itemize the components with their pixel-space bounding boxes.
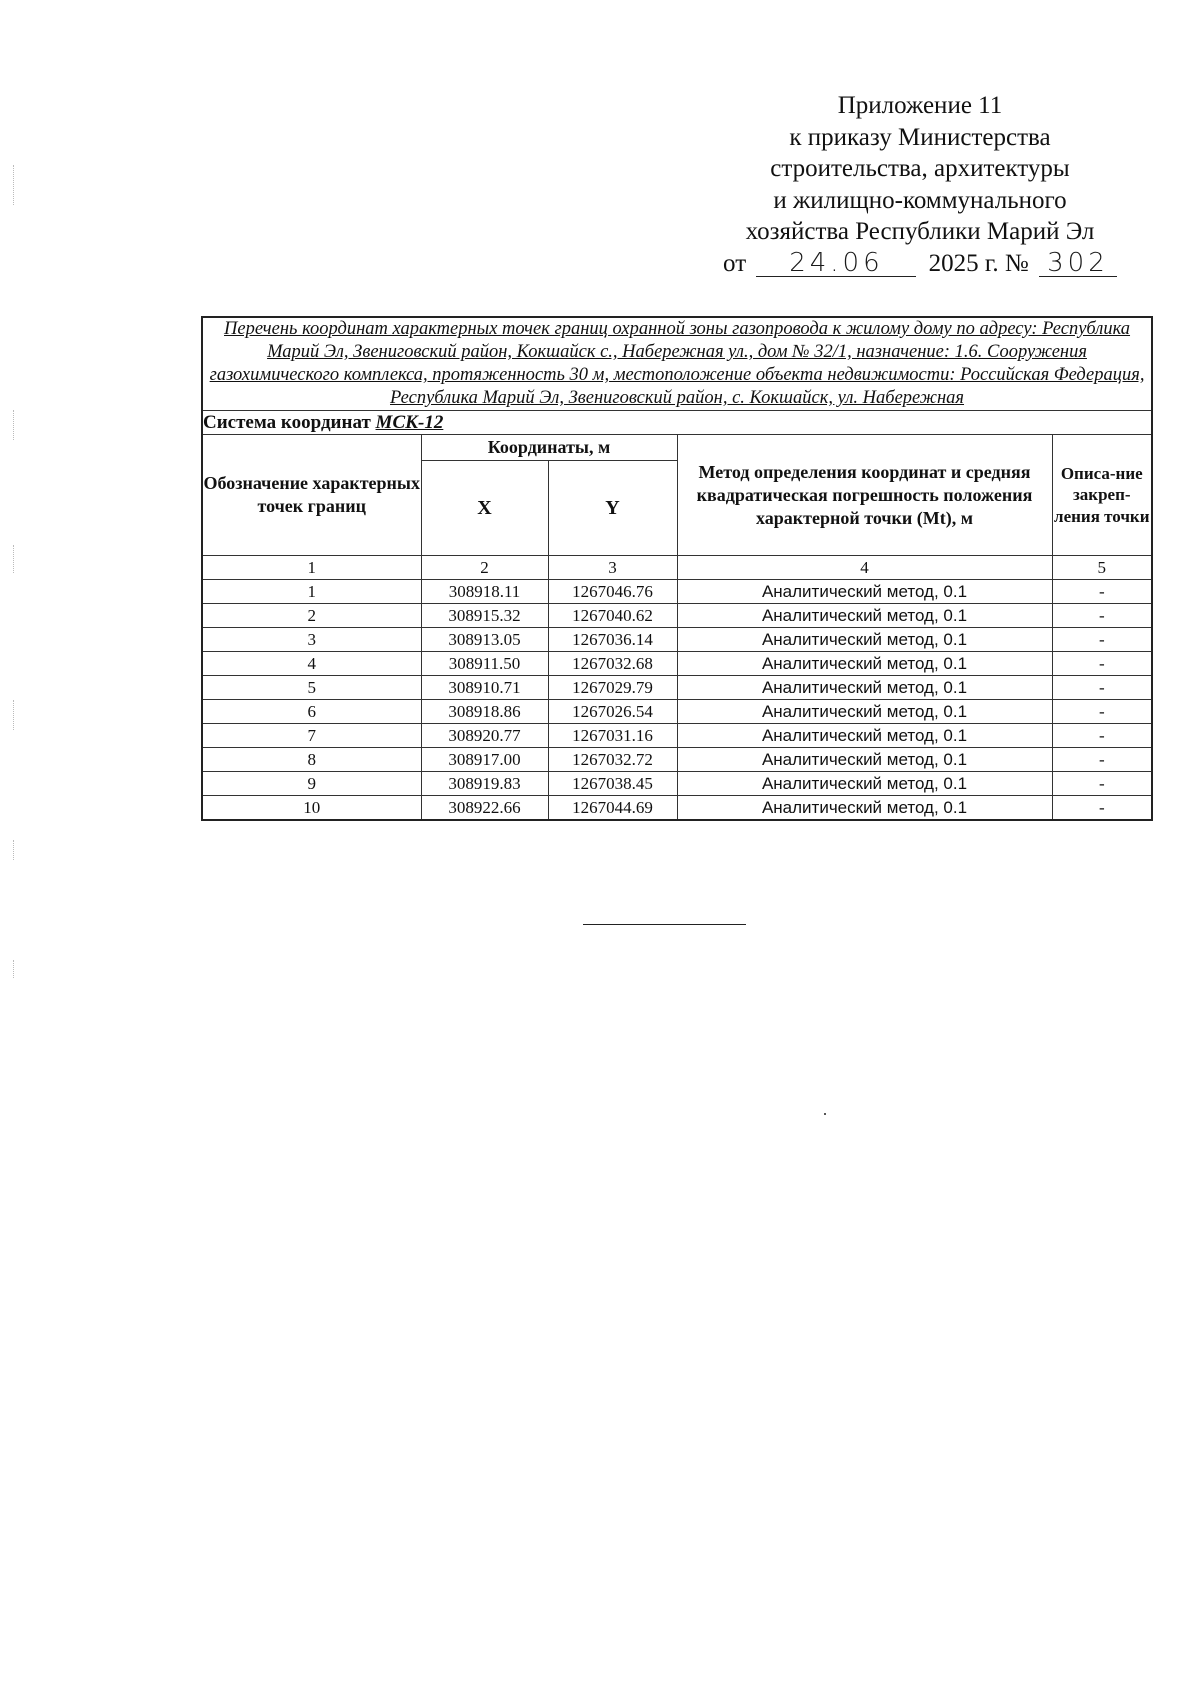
table-row (202, 772, 1152, 796)
method-cell: Аналитический метод, 0.1 (677, 580, 1052, 604)
x-cell: 308911.50 (421, 652, 548, 676)
table-row (202, 796, 1152, 821)
scan-speck (824, 1113, 826, 1115)
point-cell: 10 (202, 796, 421, 821)
scan-mark (13, 410, 15, 440)
column-number: 3 (548, 556, 677, 580)
y-cell: 1267029.79 (548, 676, 677, 700)
description-cell: - (1052, 580, 1152, 604)
point-cell: 9 (202, 772, 421, 796)
description-cell: - (1052, 652, 1152, 676)
method-cell: Аналитический метод, 0.1 (677, 796, 1052, 821)
description-cell: - (1052, 724, 1152, 748)
point-cell: 4 (202, 652, 421, 676)
coordinates-table (201, 316, 1153, 821)
method-cell: Аналитический метод, 0.1 (677, 748, 1052, 772)
scan-mark (13, 700, 15, 730)
point-cell: 1 (202, 580, 421, 604)
column-number: 4 (677, 556, 1052, 580)
description-cell: - (1052, 628, 1152, 652)
x-cell: 308918.86 (421, 700, 548, 724)
y-cell: 1267032.72 (548, 748, 677, 772)
table-body (202, 580, 1152, 821)
scan-mark (13, 545, 15, 573)
x-cell: 308920.77 (421, 724, 548, 748)
x-cell: 308910.71 (421, 676, 548, 700)
handwritten-date: 24.06 (756, 250, 916, 277)
table-row (202, 724, 1152, 748)
table-row (202, 628, 1152, 652)
description-cell: - (1052, 796, 1152, 821)
x-cell: 308918.11 (421, 580, 548, 604)
date-prefix: от (723, 249, 747, 277)
scan-mark (13, 840, 15, 860)
column-number: 1 (202, 556, 421, 580)
method-cell: Аналитический метод, 0.1 (677, 772, 1052, 796)
table-row (202, 676, 1152, 700)
method-cell: Аналитический метод, 0.1 (677, 652, 1052, 676)
x-cell: 308915.32 (421, 604, 548, 628)
y-cell: 1267032.68 (548, 652, 677, 676)
table-row (202, 748, 1152, 772)
coordinate-system-value: МСК-12 (375, 412, 444, 433)
column-number-row (202, 556, 1152, 580)
point-cell: 2 (202, 604, 421, 628)
x-cell: 308917.00 (421, 748, 548, 772)
description-cell: - (1052, 772, 1152, 796)
header-line: строительства, архитектуры (770, 155, 1070, 182)
header-x: X (421, 461, 548, 556)
description-cell: - (1052, 700, 1152, 724)
description-cell: - (1052, 748, 1152, 772)
point-cell: 8 (202, 748, 421, 772)
year-text: 2025 г. № (928, 249, 1029, 277)
header-point: Обозначение характерных точек границ (202, 435, 421, 556)
appendix-title: Приложение 11 (837, 92, 1003, 119)
header-line: хозяйства Республики Марий Эл (745, 218, 1095, 245)
header-method: Метод определения координат и средняя квадратическая погрешность положения характерной точки (Mt), м (677, 435, 1052, 556)
handwritten-order-number: 302 (1039, 250, 1117, 277)
appendix-header (700, 90, 1140, 279)
column-number: 5 (1052, 556, 1152, 580)
method-cell: Аналитический метод, 0.1 (677, 724, 1052, 748)
table-row (202, 580, 1152, 604)
description-cell: - (1052, 604, 1152, 628)
coordinate-system-row (202, 411, 1152, 435)
point-cell: 6 (202, 700, 421, 724)
y-cell: 1267038.45 (548, 772, 677, 796)
coordinate-system-label: Система координат (203, 412, 371, 433)
method-cell: Аналитический метод, 0.1 (677, 700, 1052, 724)
closing-rule (583, 924, 746, 925)
header-line: к приказу Министерства (789, 123, 1051, 151)
y-cell: 1267036.14 (548, 628, 677, 652)
column-number: 2 (421, 556, 548, 580)
y-cell: 1267040.62 (548, 604, 677, 628)
scan-mark (13, 960, 15, 978)
header-description: Описа-ние закреп-ления точки (1052, 435, 1152, 556)
y-cell: 1267046.76 (548, 580, 677, 604)
table-title: Перечень координат характерных точек границ охранной зоны газопровода к жилому дому по адресу: Республика Марий Эл, Звениговский район, Кокшайск с., Набережная ул., дом № 32/1, назначение: 1.6. Сооружения газохимического комплекса, протяженность 30 м, местоположение объекта недвижимости: Российская Федерация, Республика Марий Эл, Звениговский район, с. Кокшайск, ул. Набережная (202, 317, 1152, 411)
x-cell: 308922.66 (421, 796, 548, 821)
scan-mark (13, 165, 15, 205)
y-cell: 1267026.54 (548, 700, 677, 724)
table-row (202, 700, 1152, 724)
method-cell: Аналитический метод, 0.1 (677, 604, 1052, 628)
header-coordinates: Координаты, м (421, 435, 677, 461)
point-cell: 5 (202, 676, 421, 700)
header-line: и жилищно-коммунального (773, 186, 1067, 214)
point-cell: 3 (202, 628, 421, 652)
method-cell: Аналитический метод, 0.1 (677, 628, 1052, 652)
table-row (202, 604, 1152, 628)
method-cell: Аналитический метод, 0.1 (677, 676, 1052, 700)
table-row (202, 652, 1152, 676)
x-cell: 308919.83 (421, 772, 548, 796)
point-cell: 7 (202, 724, 421, 748)
description-cell: - (1052, 676, 1152, 700)
y-cell: 1267031.16 (548, 724, 677, 748)
x-cell: 308913.05 (421, 628, 548, 652)
y-cell: 1267044.69 (548, 796, 677, 821)
header-y: Y (548, 461, 677, 556)
order-date-line (700, 248, 1140, 280)
